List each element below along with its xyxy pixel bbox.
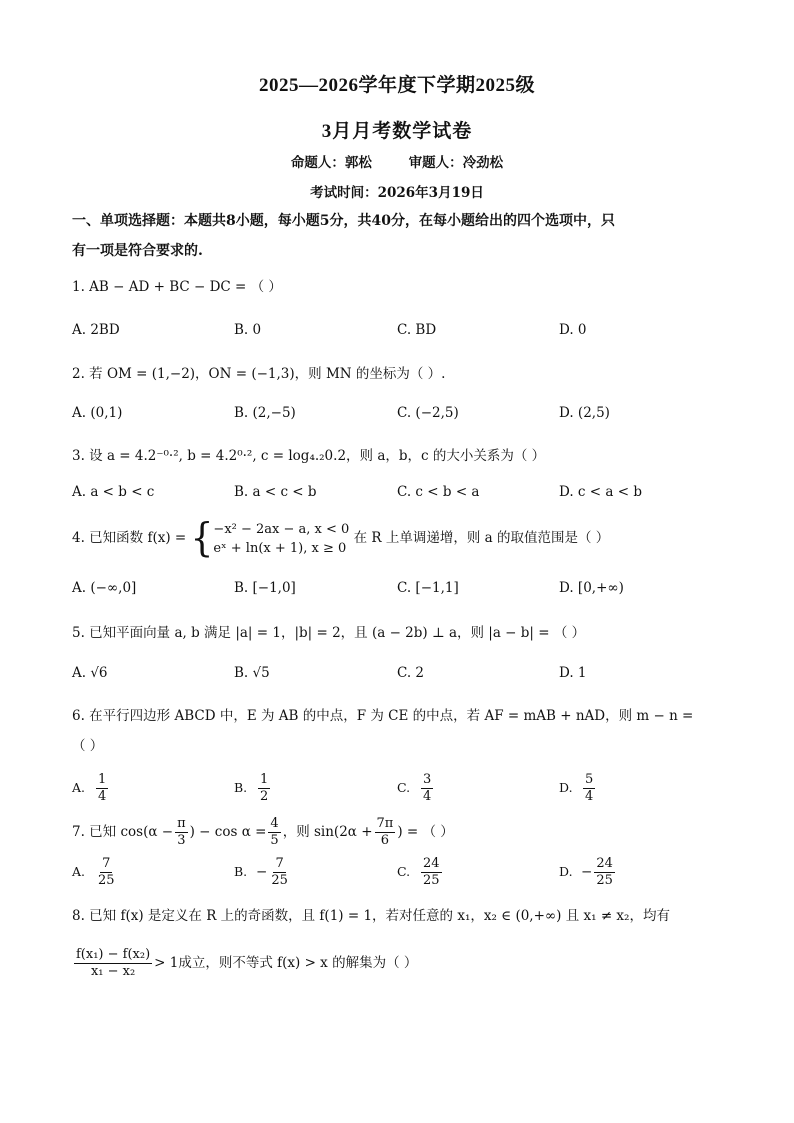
q7-frac-3 xyxy=(375,816,396,849)
q4-option-d[interactable]: D. [0,+∞) xyxy=(559,580,624,596)
reviewer: 审题人：冷劲松 xyxy=(408,155,504,171)
q6-option-a-label: A. xyxy=(72,780,86,795)
q5-option-c[interactable]: C. 2 xyxy=(397,665,425,681)
q6-option-b-frac xyxy=(258,772,270,805)
q7-option-b-frac xyxy=(269,856,290,889)
q7-option-d[interactable] xyxy=(559,856,617,889)
q5-option-b[interactable]: B. √5 xyxy=(234,665,270,681)
exam-time: 考试时间：2026年3月19日 xyxy=(310,185,484,201)
q8-frac xyxy=(74,947,152,980)
q2-option-b[interactable]: B. (2,−5) xyxy=(234,405,296,421)
question-2-stem: 2. 若 OM = (1,−2)，ON = (−1,3)，则 MN 的坐标为（ ）. xyxy=(72,366,446,382)
frac-num: 5 xyxy=(585,772,594,787)
q6-option-b-label: B. xyxy=(234,780,248,795)
q6-option-d-label: D. xyxy=(559,780,573,795)
frac-den: 2 xyxy=(260,789,269,804)
q7-option-d-sign: − xyxy=(581,864,593,880)
exam-authors xyxy=(0,151,794,171)
q7-option-c-frac xyxy=(421,856,442,889)
q3-option-d[interactable]: D. c < a < b xyxy=(559,484,642,500)
section-heading-line2: 有一项是符合要求的. xyxy=(72,243,203,259)
q7-option-b-sign: − xyxy=(256,864,268,880)
section-heading-line1: 一、单项选择题：本题共8小题，每小题5分，共40分，在每小题给出的四个选项中，只 xyxy=(72,213,615,229)
q7-frac-2 xyxy=(268,816,280,849)
q7-stem-c: ，则 sin(2α + xyxy=(282,824,373,840)
q2-option-c[interactable]: C. (−2,5) xyxy=(397,405,459,421)
q4-option-c[interactable]: C. [−1,1] xyxy=(397,580,459,596)
frac-num: 7 xyxy=(275,856,284,871)
question-5-options xyxy=(72,665,722,695)
q7-option-b-label: B. xyxy=(234,864,248,879)
frac-den: 25 xyxy=(271,873,288,888)
frac-num: 7π xyxy=(376,816,394,831)
q6-option-d[interactable] xyxy=(559,772,597,805)
frac-num: 24 xyxy=(423,856,440,871)
piece-case-1: −x² − 2ax − a, x < 0 xyxy=(213,521,350,537)
q5-option-a[interactable]: A. √6 xyxy=(72,665,108,681)
q6-stem-line2: （ ） xyxy=(72,738,104,754)
q6-option-d-frac xyxy=(583,772,595,805)
frac-num: 1 xyxy=(260,772,269,787)
setter: 命题人：郭松 xyxy=(290,155,372,171)
frac-num: 3 xyxy=(423,772,432,787)
q2-option-a[interactable]: A. (0,1) xyxy=(72,405,123,421)
question-6-stem xyxy=(72,705,732,757)
q7-option-a[interactable] xyxy=(72,856,119,889)
q1-option-b[interactable]: B. 0 xyxy=(234,322,262,338)
q7-option-b[interactable] xyxy=(234,856,292,889)
question-7-stem xyxy=(72,812,732,852)
frac-num: π xyxy=(177,816,186,831)
frac-den: 4 xyxy=(423,789,432,804)
frac-den: 25 xyxy=(98,873,115,888)
question-7-options xyxy=(72,856,722,896)
frac-den: 6 xyxy=(380,833,390,848)
frac-den: 5 xyxy=(270,833,279,848)
frac-den: 4 xyxy=(585,789,594,804)
frac-den: 4 xyxy=(98,789,107,804)
q7-option-c-label: C. xyxy=(397,864,411,879)
q6-stem-line1: 6. 在平行四边形 ABCD 中，E 为 AB 的中点，F 为 CE 的中点，若 AF = mAB + nAD，则 m − n = xyxy=(72,708,694,724)
q6-option-c-frac xyxy=(421,772,433,805)
q7-option-a-label: A. xyxy=(72,864,86,879)
question-8-stem-line2 xyxy=(72,943,732,983)
q7-option-d-frac xyxy=(594,856,615,889)
exam-title-line1: 2025—2026学年度下学期2025级 xyxy=(258,75,535,96)
question-2-options xyxy=(72,405,722,435)
q7-stem-b: ) − cos α = xyxy=(189,824,267,840)
question-8-stem-line1: 8. 已知 f(x) 是定义在 R 上的奇函数，且 f(1) = 1，若对任意的 x₁，x₂ ∈ (0,+∞) 且 x₁ ≠ x₂，均有 xyxy=(72,908,670,924)
q7-frac-1 xyxy=(175,816,188,849)
frac-num: 4 xyxy=(270,816,279,831)
q2-option-d[interactable]: D. (2,5) xyxy=(559,405,610,421)
q4-option-a[interactable]: A. (−∞,0] xyxy=(72,580,137,596)
question-5-stem: 5. 已知平面向量 a, b 满足 |a| = 1，|b| = 2，且 (a − 2b) ⊥ a，则 |a − b| = （ ） xyxy=(72,625,586,641)
question-1-stem: 1. AB − AD + BC − DC = （ ） xyxy=(72,279,282,295)
q5-option-d[interactable]: D. 1 xyxy=(559,665,587,681)
q6-option-c[interactable] xyxy=(397,772,435,805)
q7-option-c[interactable] xyxy=(397,856,444,889)
frac-den: 25 xyxy=(596,873,613,888)
question-1-options xyxy=(72,322,722,352)
question-6-options xyxy=(72,772,722,812)
q7-option-a-frac xyxy=(96,856,117,889)
q6-option-b[interactable] xyxy=(234,772,272,805)
q6-option-a[interactable] xyxy=(72,772,110,805)
q4-stem-post: 在 R 上单调递增，则 a 的取值范围是（ ） xyxy=(353,530,610,546)
q7-stem-a: 7. 已知 cos(α − xyxy=(72,824,174,840)
q6-option-c-label: C. xyxy=(397,780,411,795)
q3-option-c[interactable]: C. c < b < a xyxy=(397,484,480,500)
q1-option-c[interactable]: C. BD xyxy=(397,322,437,338)
q7-stem-d: ) = （ ） xyxy=(397,824,454,840)
section-heading xyxy=(72,206,722,266)
q8-stem-rest: > 1成立，则不等式 f(x) > x 的解集为（ ） xyxy=(154,955,418,971)
q4-stem-pre: 4. 已知函数 f(x) = xyxy=(72,530,187,546)
question-3-stem: 3. 设 a = 4.2⁻⁰·², b = 4.2⁰·², c = log₄.₂0.2，则 a，b，c 的大小关系为（ ） xyxy=(72,448,546,464)
frac-num: 1 xyxy=(98,772,107,787)
piecewise-cases xyxy=(213,520,349,558)
q4-option-b[interactable]: B. [−1,0] xyxy=(234,580,296,596)
piecewise-brace-icon: { xyxy=(190,515,214,561)
q1-option-d[interactable]: D. 0 xyxy=(559,322,587,338)
frac-num: f(x₁) − f(x₂) xyxy=(76,947,151,962)
frac-num: 7 xyxy=(102,856,111,871)
q7-option-d-label: D. xyxy=(559,864,573,879)
q3-option-b[interactable]: B. a < c < b xyxy=(234,484,317,500)
question-3-options xyxy=(72,484,722,514)
frac-den: 25 xyxy=(423,873,440,888)
question-4-options xyxy=(72,580,722,610)
exam-title-line2: 3月月考数学试卷 xyxy=(321,121,473,142)
piece-case-2: eˣ + ln(x + 1), x ≥ 0 xyxy=(213,540,347,556)
q6-option-a-frac xyxy=(96,772,108,805)
frac-den: x₁ − x₂ xyxy=(90,964,136,979)
q3-option-a[interactable]: A. a < b < c xyxy=(72,484,155,500)
frac-den: 3 xyxy=(177,833,186,848)
frac-num: 24 xyxy=(596,856,613,871)
q1-option-a[interactable]: A. 2BD xyxy=(72,322,120,338)
question-4-stem xyxy=(72,515,732,561)
